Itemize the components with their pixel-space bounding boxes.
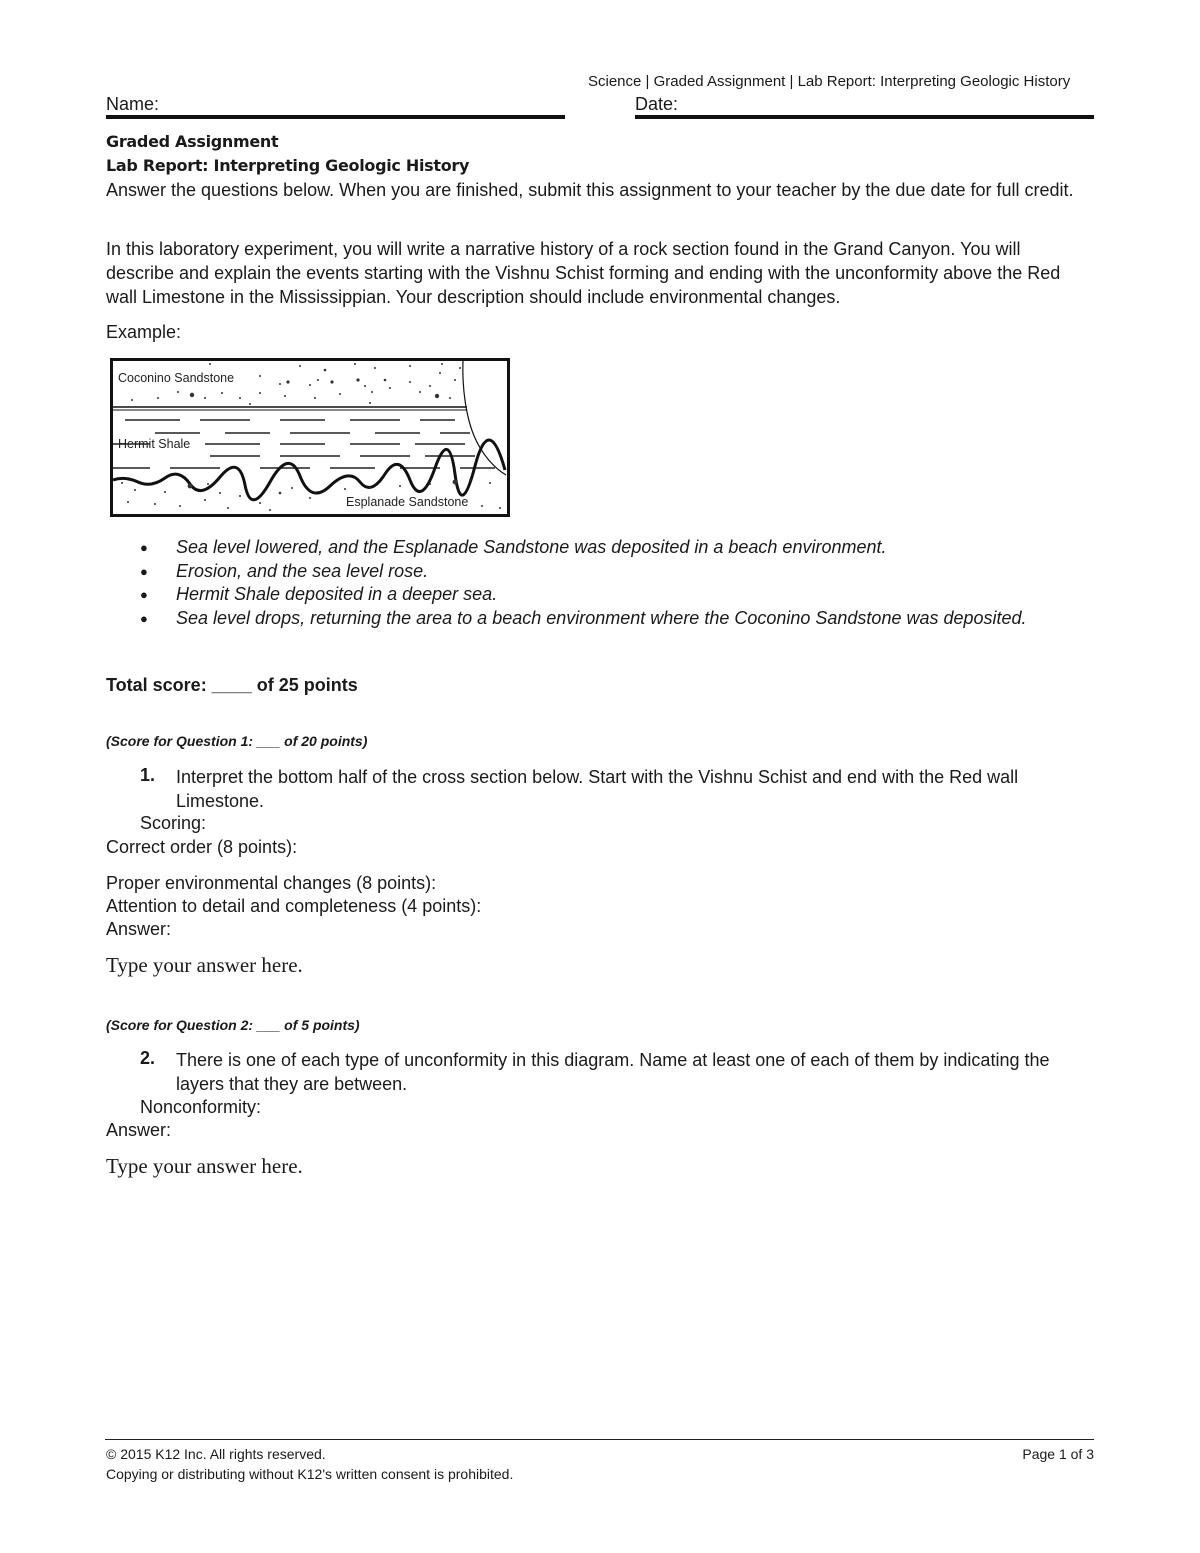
total-score: Total score: ____ of 25 points: [106, 675, 358, 695]
list-item: ● Hermit Shale deposited in a deeper sea.: [140, 583, 1040, 607]
question2-number: 2.: [140, 1048, 156, 1068]
question1-criterion: Attention to detail and completeness (4 points):: [106, 896, 482, 916]
question1-scoring-label: Scoring:: [140, 813, 207, 833]
instructions-text: Answer the questions below. When you are finished, submit this assignment to your teacher by the due date for full credit.: [106, 180, 1074, 200]
question1-score: (Score for Question 1: ___ of 20 points): [106, 733, 368, 749]
list-item: ● Sea level lowered, and the Esplanade Sandstone was deposited in a beach environment.: [140, 536, 1040, 560]
question1-text: Interpret the bottom half of the cross section below. Start with the Vishnu Schist and end with the Red wall Limestone.: [176, 767, 1019, 811]
list-item: ● Erosion, and the sea level rose.: [140, 560, 1040, 584]
list-item: ● Sea level drops, returning the area to a beach environment where the Coconino Sandstone was deposited.: [140, 607, 1040, 631]
page-number: Page 1 of 3: [1022, 1446, 1094, 1462]
description-text: In this laboratory experiment, you will write a narrative history of a rock section found in the Grand Canyon. You will describe and explain the events starting with the Vishnu Schist forming and ending with the unconformity above the Red wall Limestone in the Mississippian. Your description should include environmental changes.: [106, 239, 1061, 307]
example-bullet-list: [140, 536, 1040, 630]
question1-answer-label: Answer:: [106, 919, 172, 939]
name-field-line[interactable]: [106, 115, 565, 119]
question1-criterion: Correct order (8 points):: [106, 837, 298, 857]
name-label: Name:: [106, 94, 160, 114]
label-hermit: Hermit Shale: [118, 437, 191, 451]
question1-number: 1.: [140, 765, 156, 785]
question2-score: (Score for Question 2: ___ of 5 points): [106, 1017, 360, 1033]
date-label: Date:: [635, 94, 679, 114]
question1-criterion: Proper environmental changes (8 points):: [106, 873, 437, 893]
date-field-line[interactable]: [635, 115, 1094, 119]
question2-answer-label: Answer:: [106, 1120, 172, 1140]
question2-text: There is one of each type of unconformity in this diagram. Name at least one of each of them by indicating the layers that they are between.: [176, 1050, 1050, 1094]
cross-section-diagram: [110, 358, 510, 517]
question1-answer-input[interactable]: Type your answer here.: [106, 953, 303, 977]
page-subtitle: Lab Report: Interpreting Geologic History: [106, 156, 470, 175]
label-esplanade: Esplanade Sandstone: [346, 495, 469, 509]
footer-divider: [105, 1439, 1094, 1440]
footer-notice: Copying or distributing without K12's written consent is prohibited.: [106, 1466, 514, 1482]
example-label: Example:: [106, 322, 182, 342]
document-breadcrumb: Science | Graded Assignment | Lab Report: Interpreting Geologic History: [588, 73, 1071, 90]
question2-answer-input[interactable]: Type your answer here.: [106, 1154, 303, 1178]
footer-copyright: © 2015 K12 Inc. All rights reserved.: [106, 1446, 326, 1462]
question2-nonconformity-label: Nonconformity:: [140, 1097, 262, 1117]
label-coconino: Coconino Sandstone: [118, 371, 235, 385]
page-title: Graded Assignment: [106, 132, 279, 151]
